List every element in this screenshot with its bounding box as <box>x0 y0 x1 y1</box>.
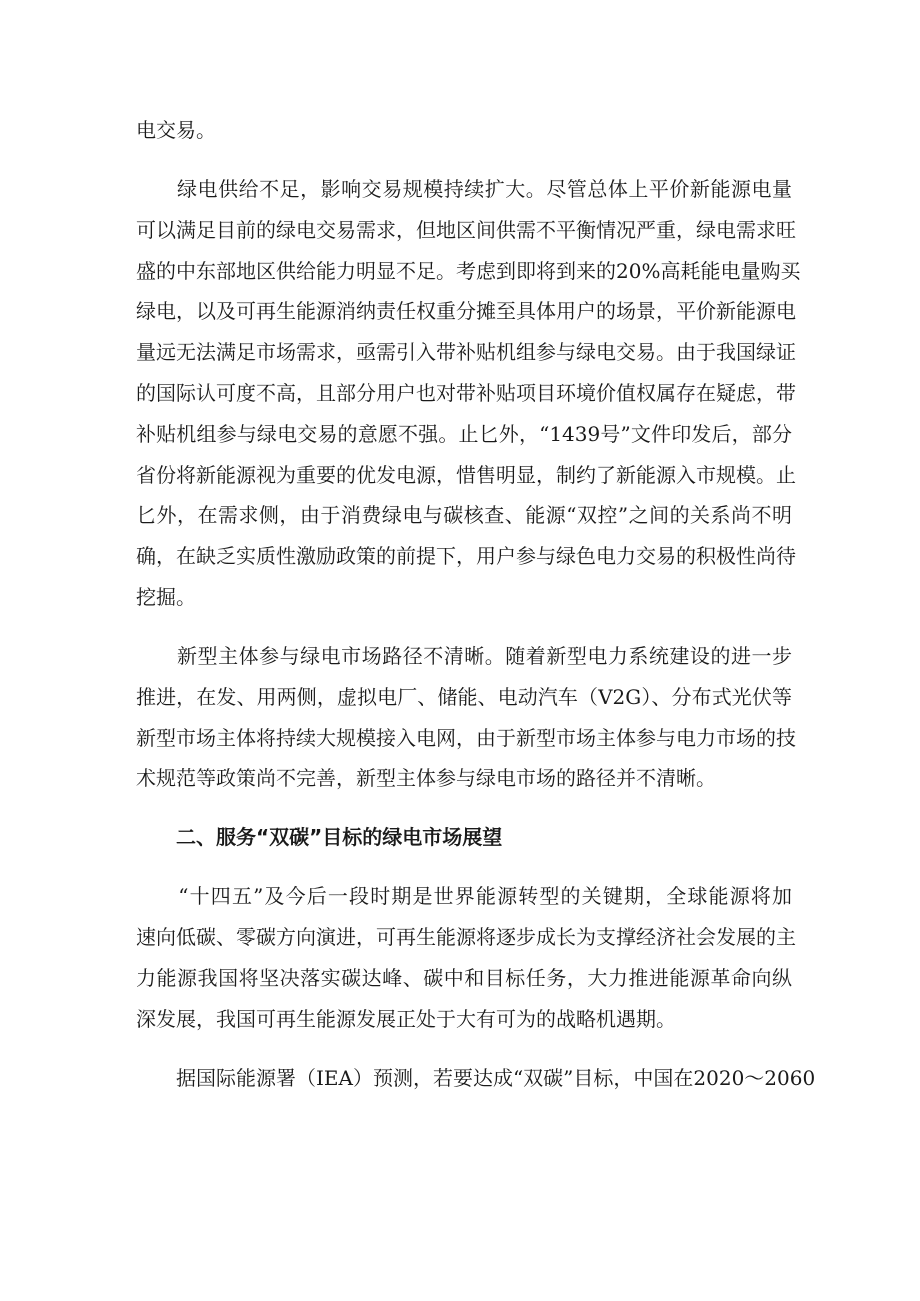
text-line: 的国际认可度不高，且部分用户也对带补贴项目环境价值权属存在疑虑，带 <box>136 381 796 405</box>
text-line: 力能源我国将坚决落实碳达峰、碳中和目标任务，大力推进能源革命向纵 <box>136 966 792 990</box>
text-line: 据国际能源署（IEA）预测，若要达成“双碳”目标，中国在2020〜2060 <box>136 1065 816 1090</box>
text-line: “十四五”及今后一段时期是世界能源转型的关键期，全球能源将加 <box>136 884 792 909</box>
text-line: 可以满足目前的绿电交易需求，但地区间供需不平衡情况严重，绿电需求旺 <box>136 217 796 242</box>
text-line: 推进，在发、用两侧，虚拟电厂、储能、电动汽车（V2G）、分布式光伏等 <box>136 684 792 709</box>
text-line: 匕外，在需求侧，由于消费绿电与碳核查、能源“双控”之间的关系尚不明 <box>136 503 792 528</box>
text-line: 电交易。 <box>136 118 216 142</box>
text-line: 挖掘。 <box>136 585 196 609</box>
text-line: 省份将新能源视为重要的优发电源，惜售明显，制约了新能源入市规模。止 <box>136 462 796 487</box>
text-line: 盛的中东部地区供给能力明显不足。考虑到即将到来的20%高耗能电量购买 <box>136 258 801 283</box>
text-line: 新型市场主体将持续大规模接入电网，由于新型市场主体参与电力市场的技 <box>136 725 796 750</box>
text-line: 绿电供给不足，影响交易规模持续扩大。尽管总体上平价新能源电量 <box>136 177 792 201</box>
text-line: 量远无法满足市场需求，亟需引入带补贴机组参与绿电交易。由于我国绿证 <box>136 340 796 365</box>
text-line: 速向低碳、零碳方向演进，可再生能源将逐步成长为支撑经济社会发展的主 <box>136 925 796 950</box>
text-line: 术规范等政策尚不完善，新型主体参与绿电市场的路径并不清晰。 <box>136 766 716 791</box>
text-line: 新型主体参与绿电市场路径不清晰。随着新型电力系统建设的进一步 <box>136 644 792 668</box>
text-line: 深发展，我国可再生能源发展正处于大有可为的战略机遇期。 <box>136 1006 676 1031</box>
text-line: 确，在缺乏实质性激励政策的前提下，用户参与绿色电力交易的积极性尚待 <box>136 544 796 569</box>
text-line: 二、服务“双碳”目标的绿电市场展望 <box>136 825 503 850</box>
text-line: 补贴机组参与绿电交易的意愿不强。止匕外，“1439号”文件印发后，部分 <box>136 421 792 446</box>
text-line: 绿电，以及可再生能源消纳责任权重分摊至具体用户的场景，平价新能源电 <box>136 299 796 324</box>
